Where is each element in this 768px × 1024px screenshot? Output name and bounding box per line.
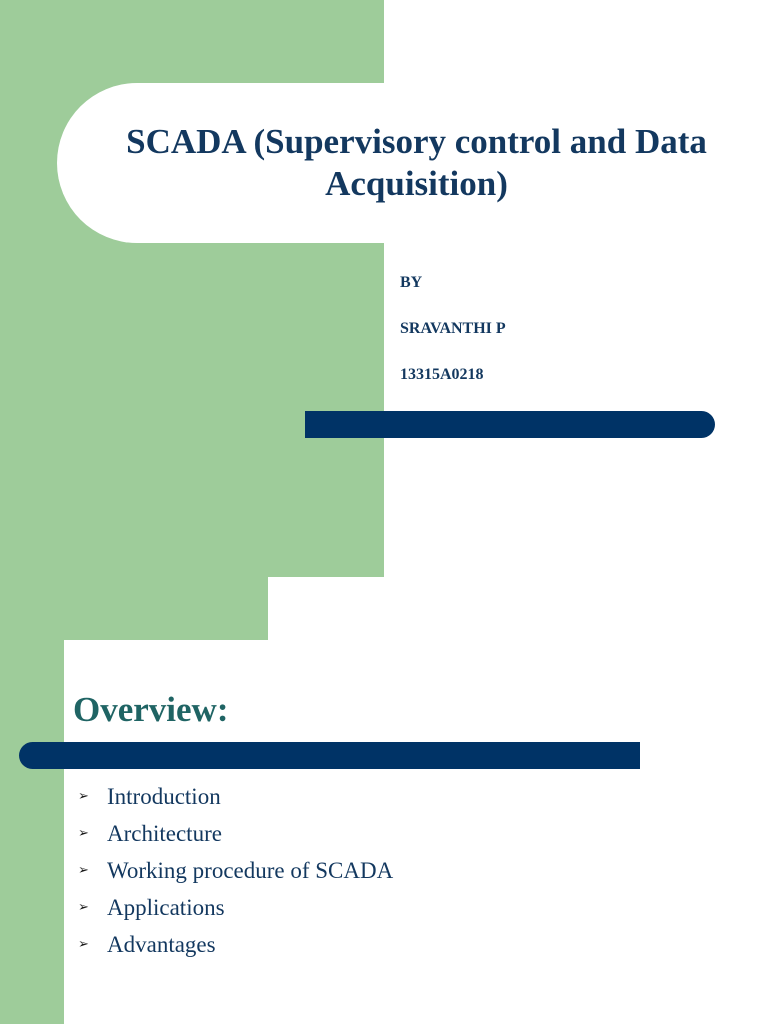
list-item-text: Working procedure of SCADA [107,858,394,883]
list-item [78,926,393,963]
author-by: BY [400,274,423,291]
overview-slide [0,577,768,1024]
decorative-bar [19,742,640,769]
arrow-bullet-icon: ➢ [78,789,89,804]
list-item-text: Applications [107,895,225,920]
list-item [78,815,393,852]
arrow-bullet-icon: ➢ [78,937,89,952]
arrow-bullet-icon: ➢ [78,863,89,878]
decorative-bar [305,411,715,438]
list-item-text: Architecture [107,821,222,846]
list-item [78,852,393,889]
author-id: 13315A0218 [400,366,484,383]
list-item [78,889,393,926]
author-block [400,270,506,408]
overview-heading: Overview: [73,690,229,729]
arrow-bullet-icon: ➢ [78,826,89,841]
author-name: SRAVANTHI P [400,320,506,337]
list-item-text: Introduction [107,784,221,809]
list-item [78,778,393,815]
green-panel-left [0,577,64,1024]
title-box [57,83,768,243]
arrow-bullet-icon: ➢ [78,900,89,915]
overview-list [78,778,393,963]
list-item-text: Advantages [107,932,216,957]
green-panel-top [0,577,268,640]
slide-title: SCADA (Supervisory control and Data Acquisition) [126,122,707,203]
